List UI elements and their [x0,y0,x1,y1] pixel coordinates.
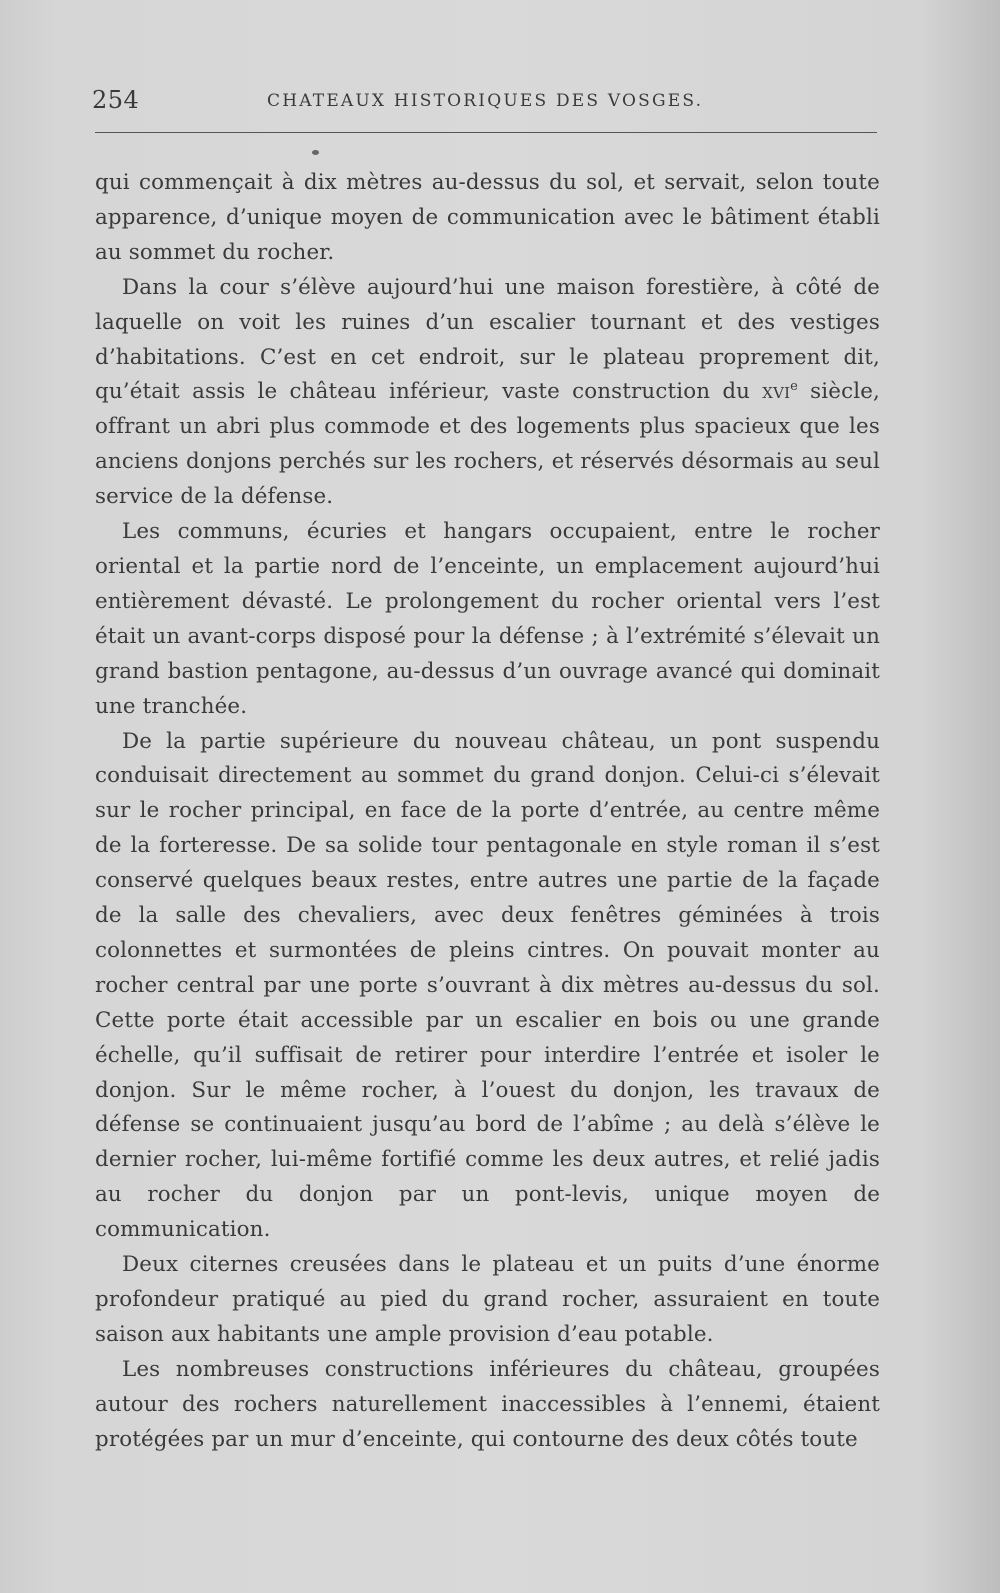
running-title: CHATEAUX HISTORIQUES DES VOSGES. [267,91,704,111]
body-text [95,166,880,1458]
page-number: 254 [92,86,140,114]
ink-speck [312,150,319,155]
century-suffix: e [790,379,798,395]
paragraph-2 [95,271,880,515]
page-header [92,86,877,122]
paragraph-3: Les communs, écuries et hangars occupaient, entre le rocher oriental et la partie nord de l’enceinte, un emplacement aujourd’hui entièrement dévasté. Le prolongement du rocher oriental vers l’est était un avant-corps disposé pour la défense ; à l’extrémité s’élevait un grand bastion pentagone, au-dessus d’un ouvrage avancé qui dominait une tranchée. [95,519,880,719]
paragraph-2-rest: siècle, offrant un abri plus commode et des logements plus spacieux que les anciens donjons perchés sur les rochers, et réservés désormais au seul service de la défense. [95,379,880,510]
paragraph-4: De la partie supérieure du nouveau château, un pont suspendu conduisait directement au sommet du grand donjon. Celui-ci s’élevait sur le rocher principal, en face de la porte d’entrée, au centre même de la forteresse. De sa solide tour pentagonale en style roman il s’est conservé quelques beaux restes, entre autres une partie de la façade de la salle des chevaliers, avec deux fenêtres géminées à trois colonnettes et surmontées de pleins cintres. On pouvait monter au rocher central par une porte s’ouvrant à dix mètres au-dessus du sol. Cette porte était accessible par un escalier en bois ou une grande échelle, qu’il suffisait de retirer pour interdire l’entrée et isoler le donjon. Sur le même rocher, à l’ouest du donjon, les travaux de défense se continuaient jusqu’au bord de l’abîme ; au delà s’élève le dernier rocher, lui-même fortifié comme les deux autres, et relié jadis au rocher du donjon par un pont-levis, unique moyen de communication. [95,728,880,1243]
century-numeral: xvi [762,379,791,405]
header-rule [95,132,877,133]
paragraph-5: Deux citernes creusées dans le plateau et un puits d’une énorme profondeur pratiqué au pied du grand rocher, assuraient en toute saison aux habitants une ample provision d’eau potable. [95,1252,880,1347]
paragraph-2-text: Dans la cour s’élève aujourd’hui une maison forestière, à côté de laquelle on voit les ruines d’un escalier tournant et des vestiges d’habitations. C’est en cet endroit, sur le plateau proprement dit, qu’était assis le château inférieur, vaste construction du [95,274,880,405]
paragraph-1: qui commençait à dix mètres au-dessus du sol, et servait, selon toute apparence, d’unique moyen de communication avec le bâtiment établi au sommet du rocher. [95,170,880,265]
paragraph-6: Les nombreuses constructions inférieures du château, groupées autour des rochers naturellement inaccessibles à l’ennemi, étaient protégées par un mur d’enceinte, qui contourne des deux côtés toute [95,1356,880,1452]
